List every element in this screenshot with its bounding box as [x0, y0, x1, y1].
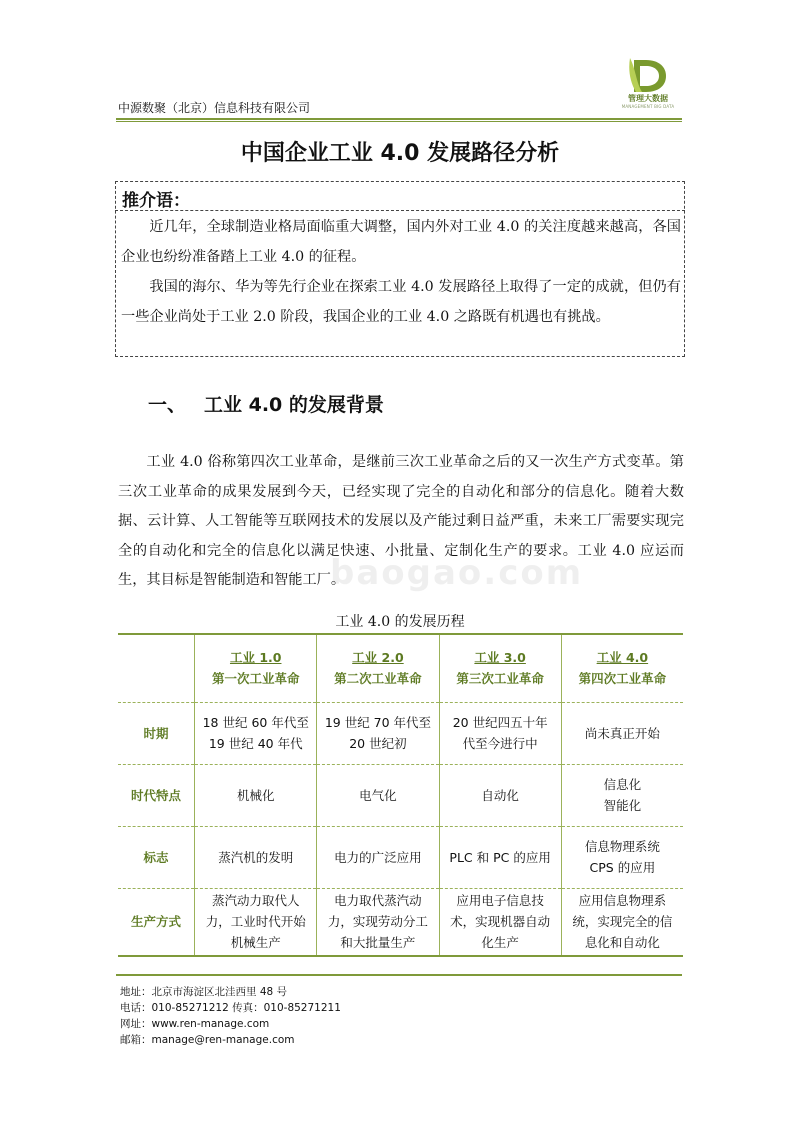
table-cell — [561, 764, 683, 826]
table-header-cell — [317, 634, 439, 702]
logo-mark-icon — [626, 56, 670, 94]
table-cell — [561, 702, 683, 764]
table-row — [118, 702, 683, 764]
cell-text: 力，实现劳动分工 — [327, 914, 428, 930]
footer-address: 地址：北京市海淀区北洼西里 48 号 — [120, 986, 288, 998]
cell-text: 电力的广泛应用 — [334, 849, 422, 865]
table-cell — [439, 764, 561, 826]
cell-text: 20 世纪四五十年 — [452, 715, 548, 730]
table-cell — [317, 702, 439, 764]
table-cell — [561, 826, 683, 888]
cell-text: 信息化 — [603, 777, 642, 792]
cell-text: 和大批量生产 — [340, 935, 416, 951]
cell-text: CPS 的应用 — [589, 860, 656, 875]
table-row — [118, 888, 683, 956]
footer-rule — [116, 974, 682, 976]
cell-text: 电力取代蒸汽动 — [334, 893, 422, 909]
cell-text: 化生产 — [481, 935, 519, 951]
column-name: 工业 4.0 — [596, 650, 649, 666]
table-cell — [317, 764, 439, 826]
table-row — [118, 826, 683, 888]
table-header-cell — [439, 634, 561, 702]
footer-website[interactable]: 网址：www.ren-manage.com — [120, 1018, 270, 1030]
table-cell — [439, 888, 561, 956]
table-cell — [195, 826, 317, 888]
table-cell — [195, 764, 317, 826]
intro-heading: 推介语： — [122, 191, 190, 211]
column-name: 工业 3.0 — [474, 650, 526, 666]
table-cell — [195, 702, 317, 764]
column-subtitle: 第一次工业革命 — [211, 671, 300, 687]
cell-text: 18 世纪 60 年代至 — [202, 715, 309, 730]
table-cell — [317, 888, 439, 956]
header-rule — [116, 118, 682, 120]
cell-text: 19 世纪 40 年代 — [208, 736, 303, 751]
page-title: 中国企业工业 4.0 发展路径分析 — [240, 141, 560, 166]
section-number: 一、 — [148, 394, 187, 416]
table-cell — [439, 702, 561, 764]
column-subtitle: 第二次工业革命 — [334, 671, 422, 687]
logo-text: 管理大数据 — [628, 94, 668, 103]
cell-text: 20 世纪初 — [349, 736, 407, 751]
column-subtitle: 第四次工业革命 — [578, 671, 667, 687]
cell-text: 电气化 — [359, 787, 397, 803]
cell-text: 自动化 — [481, 787, 519, 803]
history-table — [118, 633, 683, 957]
cell-text: 蒸汽机的发明 — [218, 849, 294, 865]
cell-text: 统，实现完全的信 — [572, 914, 673, 930]
cell-text: 代至今进行中 — [462, 736, 538, 751]
row-header: 时代特点 — [118, 764, 195, 826]
row-header: 时期 — [118, 702, 195, 764]
table-header-cell — [195, 634, 317, 702]
table-header-cell — [561, 634, 683, 702]
cell-text: 机械化 — [236, 787, 275, 803]
footer-phone: 电话：010-85271212 传真：010-85271211 — [120, 1002, 341, 1014]
intro-paragraph-1: 近几年，全球制造业格局面临重大调整，国内外对工业 4.0 的关注度越来越高，各国企业也纷纷准备踏上工业 4.0 的征程。 — [121, 219, 681, 265]
logo — [612, 56, 684, 116]
cell-text: 信息物理系统 — [584, 839, 660, 854]
header-rule-thin — [116, 121, 682, 122]
column-name: 工业 1.0 — [229, 650, 282, 666]
intro-divider — [115, 210, 685, 211]
intro-paragraph-2: 我国的海尔、华为等先行企业在探索工业 4.0 发展路径上取得了一定的成就，但仍有一些企业尚处于工业 2.0 阶段，我国企业的工业 4.0 之路既有机遇也有挑战。 — [121, 279, 681, 325]
section-body: 工业 4.0 俗称第四次工业革命，是继前三次工业革命之后的又一次生产方式变革。第三次工业革命的成果发展到今天，已经实现了完全的自动化和部分的信息化。随着大数据、云计算、人工智能等互联网技术的发展以及产能过剩日益严重，未来工厂需要实现完全的自动化和完全的信息化以满足快速、小批量、定制化生产的要求。工业 4.0 应运而生，其目标是智能制造和智能工厂。 — [118, 454, 684, 588]
cell-text: 尚未真正开始 — [584, 725, 660, 741]
cell-text: 19 世纪 70 年代至 — [324, 715, 432, 730]
cell-text: 力，工业时代开始 — [205, 914, 306, 930]
row-header: 标志 — [118, 826, 195, 888]
cell-text: 蒸汽动力取代人 — [211, 893, 300, 909]
table-cell — [561, 888, 683, 956]
footer-email[interactable]: 邮箱：manage@ren-manage.com — [120, 1034, 295, 1046]
table-row — [118, 764, 683, 826]
table-cell — [317, 826, 439, 888]
column-subtitle: 第三次工业革命 — [456, 671, 544, 687]
cell-text: 应用信息物理系 — [578, 893, 667, 909]
table-corner-cell — [118, 634, 195, 702]
table-caption: 工业 4.0 的发展历程 — [335, 614, 465, 630]
cell-text: 机械生产 — [230, 935, 281, 951]
company-name: 中源数聚（北京）信息科技有限公司 — [118, 101, 311, 115]
watermark: baogao.com — [330, 553, 584, 593]
cell-text: 应用电子信息技 — [456, 893, 544, 909]
column-name: 工业 2.0 — [352, 650, 404, 666]
logo-subtext: MANAGEMENT BIG DATA — [621, 104, 675, 109]
table-header-row — [118, 634, 683, 702]
table-cell — [439, 826, 561, 888]
table-cell — [195, 888, 317, 956]
section-title: 工业 4.0 的发展背景 — [204, 394, 384, 416]
cell-text: 智能化 — [603, 798, 642, 813]
cell-text: PLC 和 PC 的应用 — [449, 849, 551, 865]
row-header: 生产方式 — [118, 888, 195, 956]
cell-text: 术，实现机器自动 — [450, 914, 551, 930]
cell-text: 息化和自动化 — [584, 935, 660, 951]
